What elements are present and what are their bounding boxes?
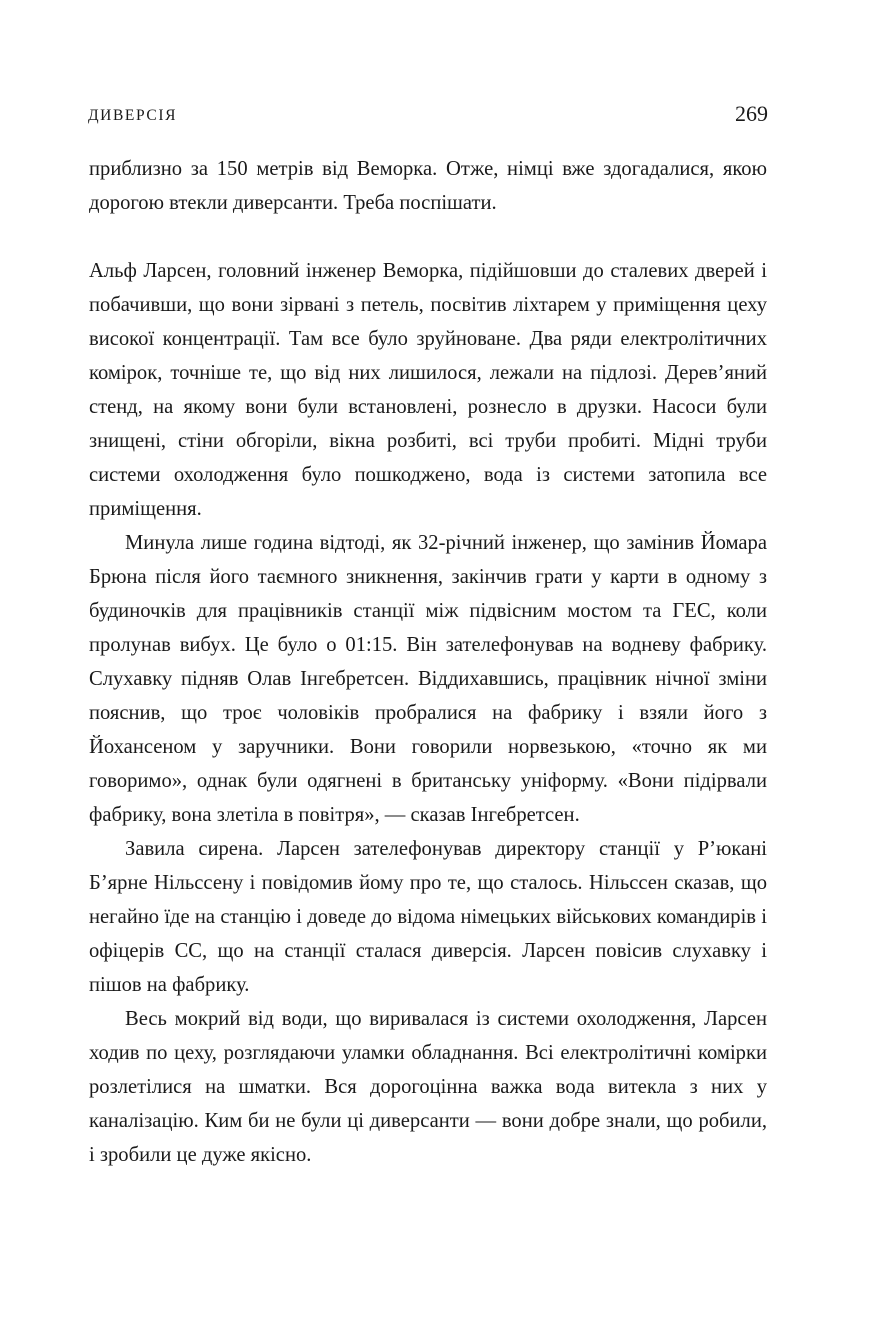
body-text: [89, 152, 767, 1172]
paragraph: Завила сирена. Ларсен зателефонував директору станції у Р’юкані Б’ярне Нільссену і повідомив йому про те, що сталось. Нільссен сказав, що негайно їде на станцію і доведе до відома німецьких військових командирів і офіцерів СС, що на станції сталася диверсія. Ларсен повісив слухавку і пішов на фабрику.: [89, 838, 767, 996]
paragraph-continuation: приблизно за 150 метрів від Веморка. Отже, німці вже здогадалися, якою дорогою втекли диверсанти. Треба поспішати.: [89, 158, 767, 214]
page-number: 269: [735, 101, 768, 126]
paragraph-section-start: Альф Ларсен, головний інженер Веморка, підійшовши до сталевих дверей і побачивши, що вони зірвані з петель, посвітив ліхтарем у приміщення цеху високої концентрації. Там все було зруйноване. Два ряди електролітичних комірок, точніше те, що від них лишилося, лежали на підлозі. Дерев’яний стенд, на якому вони були встановлені, рознесло в друзки. Насоси були знищені, стіни обгоріли, вікна розбиті, всі труби пробиті. Мідні труби системи охолодження було пошкоджено, вода із системи затопила все приміщення.: [89, 260, 767, 520]
running-head: ДИВЕРСІЯ: [88, 107, 178, 124]
paragraph: Весь мокрий від води, що виривалася із системи охолодження, Ларсен ходив по цеху, розглядаючи уламки обладнання. Всі електролітичні комірки розлетілися на шматки. Вся дорогоцінна важка вода витекла з них у каналізацію. Ким би не були ці диверсанти — вони добре знали, що робили, і зробили це дуже якісно.: [89, 1008, 767, 1166]
paragraph: Минула лише година відтоді, як 32-річний інженер, що замінив Йомара Брюна після його таємного зникнення, закінчив грати у карти в одному з будиночків для працівників станції між підвісним мостом та ГЕС, коли пролунав вибух. Це було о 01:15. Він зателефонував на водневу фабрику. Слухавку підняв Олав Інгебретсен. Віддихавшись, працівник нічної зміни пояснив, що троє чоловіків пробралися на фабрику і взяли його з Йохансеном у заручники. Вони говорили норвезькою, «точно як ми говоримо», однак були одягнені в британську уніформу. «Вони підірвали фабрику, вона злетіла в повітря», — сказав Інгебретсен.: [89, 532, 767, 826]
